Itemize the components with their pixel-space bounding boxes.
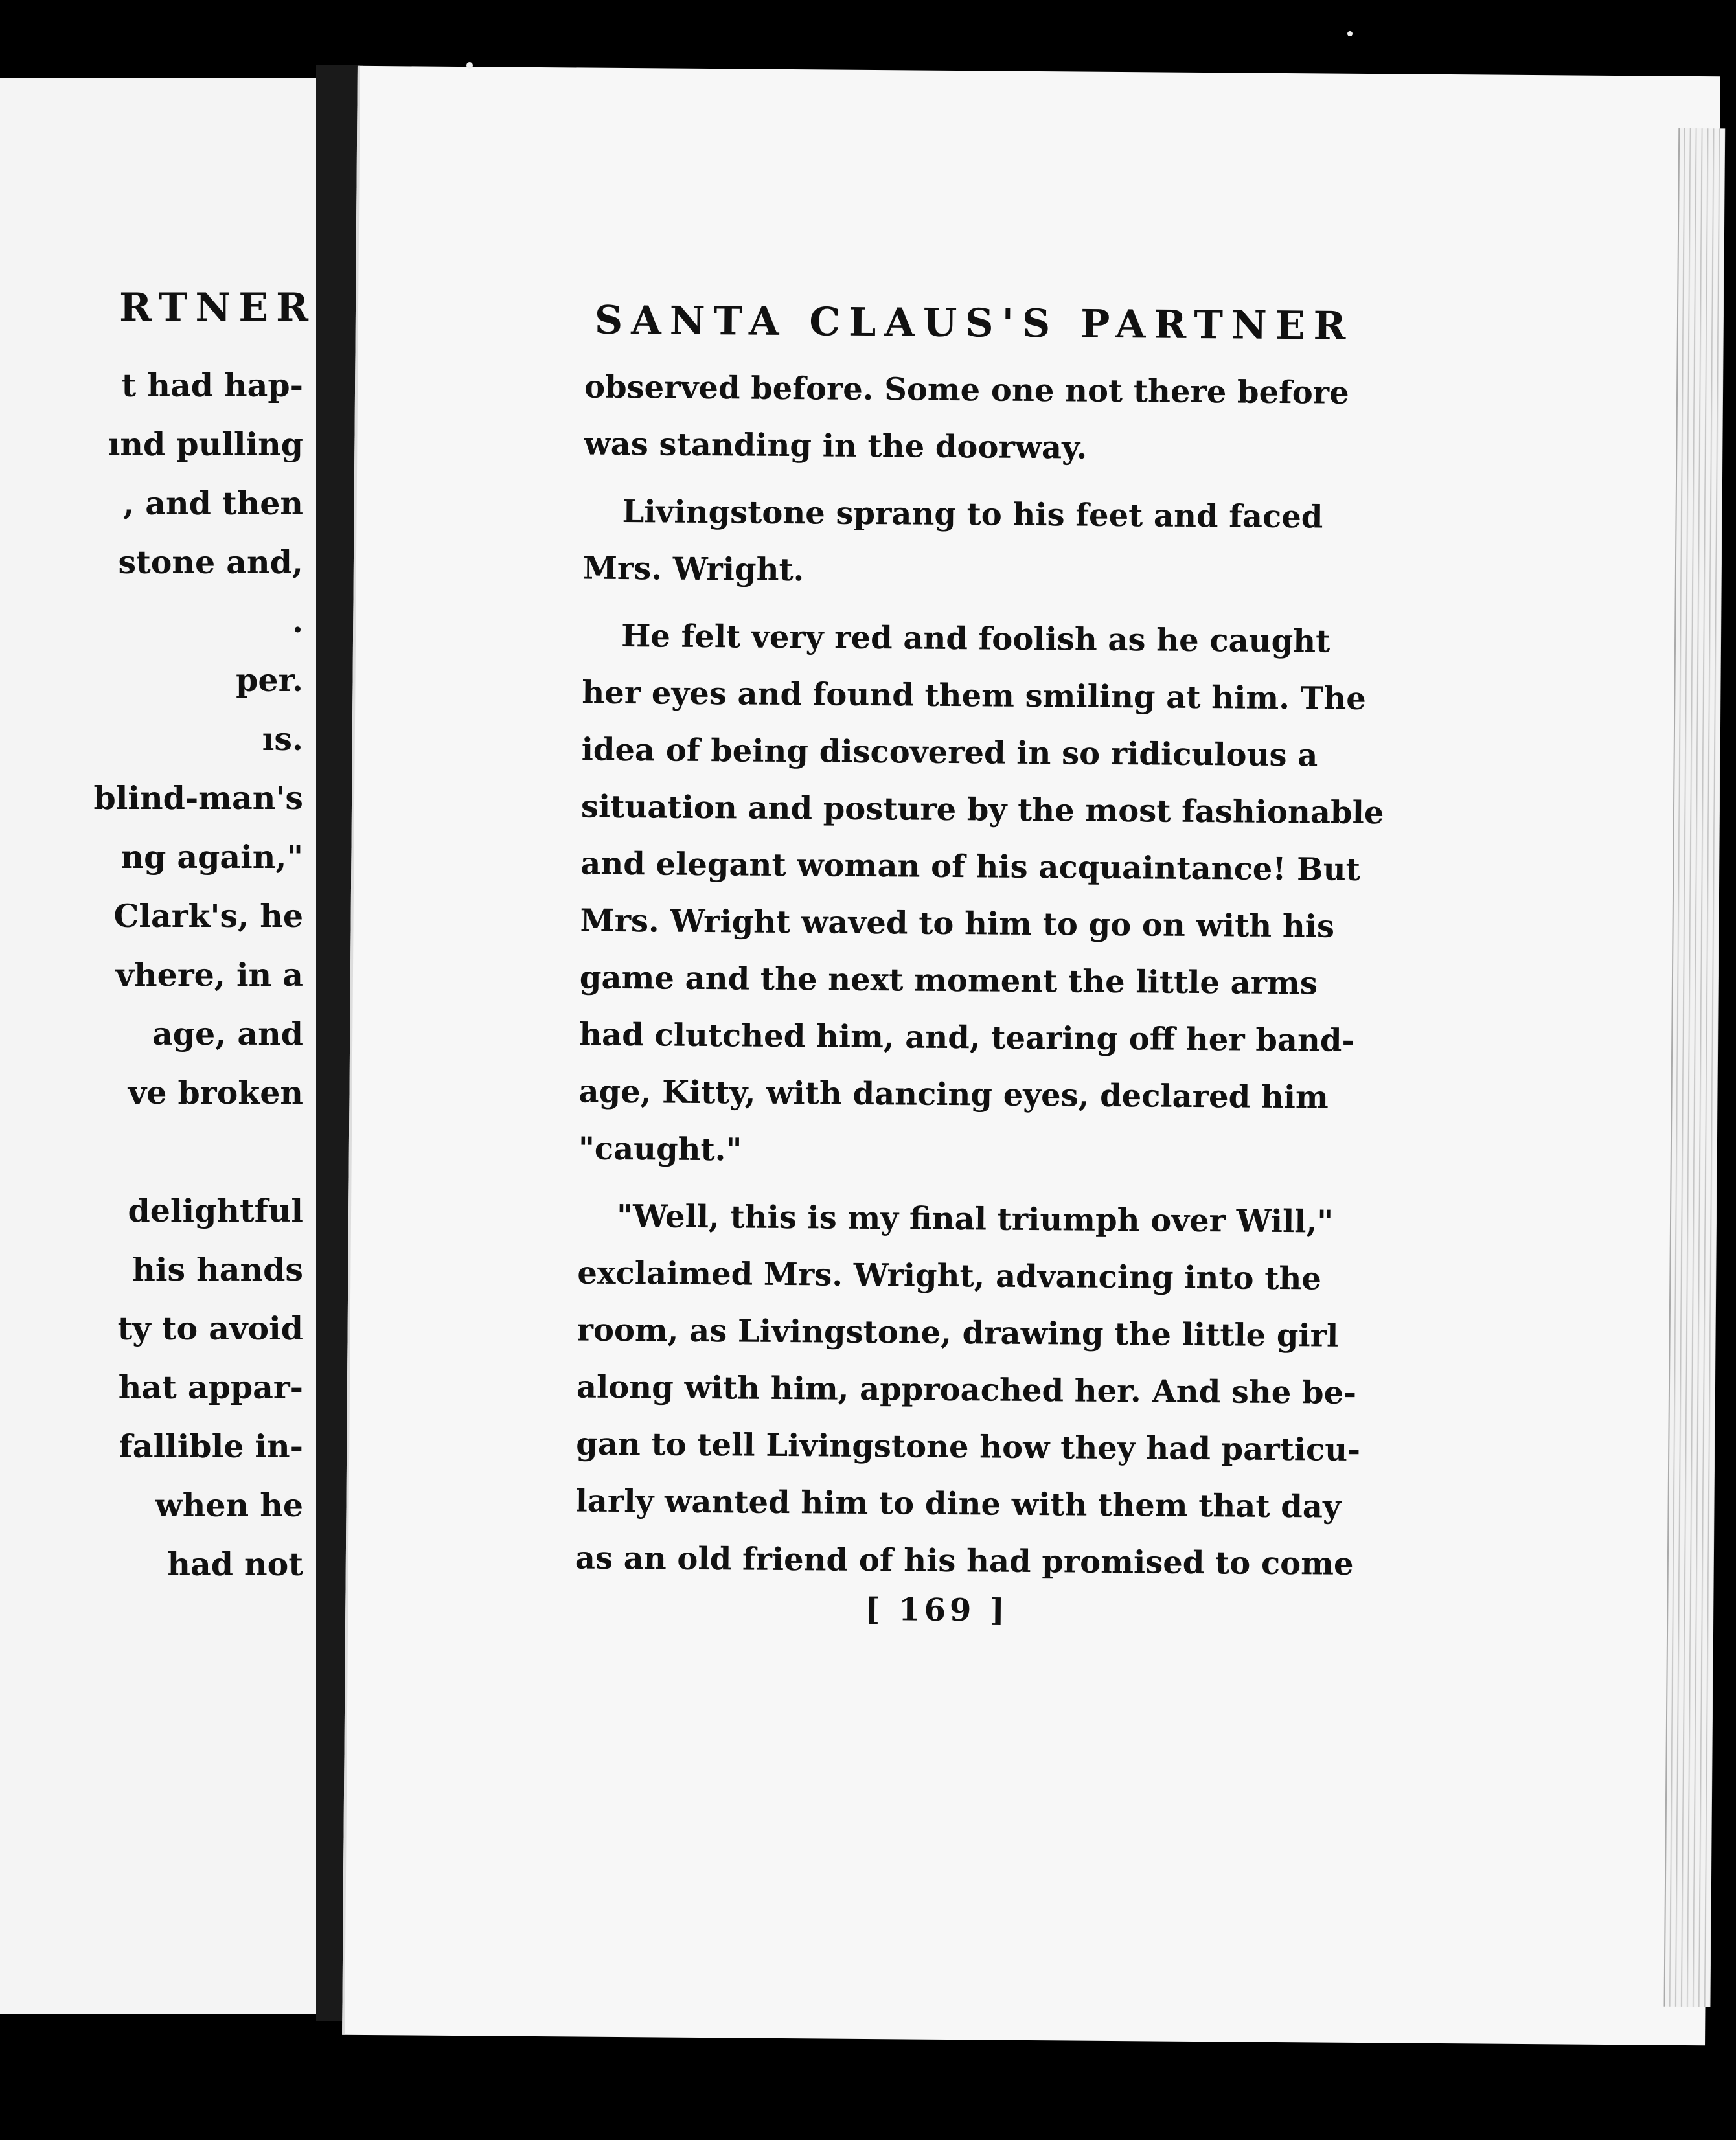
text-line: "Well, this is my final triumph over Will," bbox=[616, 1198, 1334, 1240]
text-line: had clutched him, and, tearing off her band- bbox=[579, 1016, 1355, 1059]
left-text-line: stone and, bbox=[118, 543, 303, 581]
left-text-line: t had hap- bbox=[121, 367, 303, 404]
left-text-line: delightful bbox=[128, 1192, 303, 1229]
scan-speck bbox=[466, 62, 473, 69]
left-text-line: , and then bbox=[123, 484, 303, 522]
left-text-line: when he bbox=[155, 1486, 303, 1524]
left-text-line: Clark's, he bbox=[113, 897, 303, 935]
body-text bbox=[575, 359, 1384, 1593]
left-text-line: blind-man's bbox=[93, 779, 303, 817]
text-line: game and the next moment the little arms bbox=[579, 959, 1318, 1002]
paragraph bbox=[578, 608, 1384, 1183]
page-edges bbox=[1664, 128, 1726, 2007]
text-line: age, Kitty, with dancing eyes, declared him bbox=[578, 1073, 1329, 1116]
left-text-line bbox=[0, 1122, 303, 1181]
right-page bbox=[342, 66, 1720, 2045]
scan-speck bbox=[1347, 31, 1353, 36]
left-text-line: ıs. bbox=[262, 720, 303, 758]
left-text-line: his hands bbox=[132, 1251, 303, 1288]
text-line: idea of being discovered in so ridiculous a bbox=[581, 731, 1318, 774]
left-text-line: fallible in- bbox=[119, 1428, 303, 1465]
paragraph bbox=[575, 1188, 1361, 1593]
paragraph bbox=[582, 483, 1323, 603]
page-number: [ 169 ] bbox=[865, 1591, 1009, 1629]
left-text-line: hat appar- bbox=[118, 1369, 303, 1406]
left-text-line: had not bbox=[167, 1545, 303, 1583]
left-text-line: ınd pulling bbox=[108, 426, 303, 463]
text-line: larly wanted him to dine with them that day bbox=[575, 1483, 1342, 1525]
text-line: as an old friend of his had promised to come bbox=[575, 1540, 1354, 1582]
left-text-line: ve broken bbox=[128, 1074, 303, 1111]
text-line: observed before. Some one not there before bbox=[584, 369, 1349, 411]
text-line: "caught." bbox=[578, 1130, 742, 1168]
text-line: Livingstone sprang to his feet and faced bbox=[622, 494, 1323, 536]
text-line: Mrs. Wright. bbox=[582, 550, 805, 589]
text-line: room, as Livingstone, drawing the little girl bbox=[577, 1312, 1339, 1354]
text-line: and elegant woman of his acquaintance! But bbox=[580, 845, 1360, 888]
left-text-line: . bbox=[291, 602, 303, 640]
text-line: exclaimed Mrs. Wright, advancing into the bbox=[577, 1255, 1322, 1297]
left-page bbox=[0, 78, 316, 2014]
text-line: situation and posture by the most fashionable bbox=[580, 788, 1384, 832]
paragraph bbox=[584, 359, 1349, 479]
text-line: gan to tell Livingstone how they had particu- bbox=[576, 1426, 1361, 1469]
left-text-line: per. bbox=[236, 661, 303, 699]
text-line: was standing in the doorway. bbox=[584, 426, 1088, 466]
page-content bbox=[575, 297, 1384, 1632]
left-text-line: vhere, in a bbox=[115, 956, 303, 994]
left-page-text bbox=[0, 356, 303, 1594]
text-line: He felt very red and foolish as he caught bbox=[621, 618, 1331, 660]
text-line: along with him, approached her. And she be- bbox=[576, 1369, 1357, 1411]
left-text-line: ty to avoid bbox=[117, 1310, 303, 1347]
text-line: Mrs. Wright waved to him to go on with his bbox=[580, 902, 1335, 945]
left-text-line: ng again," bbox=[120, 838, 303, 876]
left-running-head: RTNER bbox=[119, 285, 316, 330]
running-head: SANTA CLAUS'S PARTNER bbox=[594, 297, 1354, 349]
left-text-line: age, and bbox=[152, 1015, 303, 1053]
text-line: her eyes and found them smiling at him. The bbox=[582, 674, 1367, 718]
